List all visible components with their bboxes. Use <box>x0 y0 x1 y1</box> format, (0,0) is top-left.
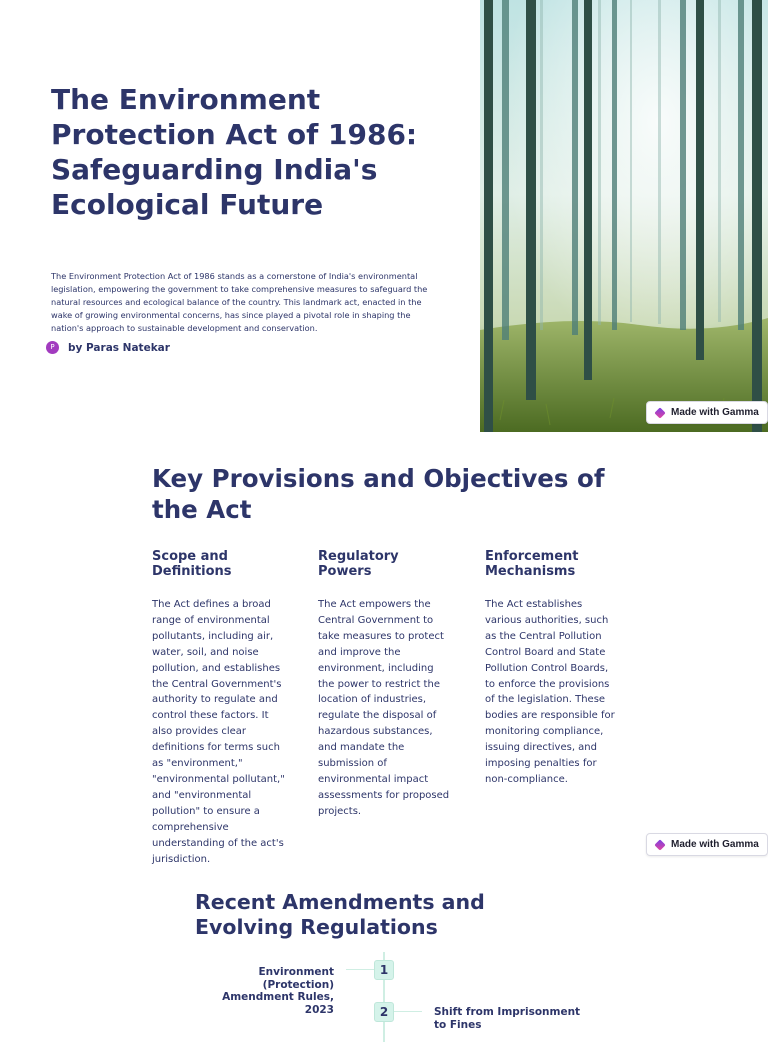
section-title: Recent Amendments and Evolving Regulations <box>195 890 485 939</box>
timeline-connector <box>394 1011 422 1012</box>
column-body: The Act defines a broad range of environmental pollutants, including air, water, soil, and noise pollution, and establishes the Central Government's authority to regulate and control these factors. It also provides clear definitions for terms such as "environment," "environmental pollutant," and "environmental pollution" to ensure a comprehensive understanding of the act's jurisdiction. <box>152 599 285 865</box>
column-body: The Act establishes various authorities, such as the Central Pollution Control Board and State Pollution Control Boards, to enforce the provisions of the legislation. These bodies are responsible for monitoring compliance, issuing directives, and imposing penalties for non-compliance. <box>485 599 615 785</box>
forest-image <box>480 0 768 432</box>
timeline-node: 2 <box>374 1002 394 1022</box>
timeline-connector <box>346 969 374 970</box>
author-byline <box>46 341 170 354</box>
made-with-gamma-badge[interactable] <box>646 401 768 424</box>
badge-label: Made with Gamma <box>671 839 759 850</box>
avatar[interactable]: P <box>46 341 59 354</box>
provision-column-regulatory <box>318 549 452 820</box>
author-name: by Paras Natekar <box>68 341 170 354</box>
intro-paragraph: The Environment Protection Act of 1986 stands as a cornerstone of India's environmental legislation, empowering the government to take comprehensive measures to safeguard the natural resources and ecological balance of the country. This landmark act, enacted in the wake of growing environmental concerns, has since played a pivotal role in shaping the nation's approach to sustainable development and conservation. <box>51 271 428 333</box>
made-with-gamma-badge[interactable] <box>646 833 768 856</box>
timeline-label: Shift from Imprisonment to Fines <box>434 1006 581 1031</box>
provision-column-scope <box>152 549 286 867</box>
section-title: Key Provisions and Objectives of the Act <box>152 464 605 524</box>
timeline-node: 1 <box>374 960 394 980</box>
gamma-logo-icon <box>654 407 665 418</box>
column-heading: Scope and Definitions <box>152 549 232 579</box>
badge-label: Made with Gamma <box>671 407 759 418</box>
column-body: The Act empowers the Central Government to take measures to protect and improve the environment, including the power to restrict the location of industries, regulate the disposal of hazardous substances, and mandate the submission of environmental impact assessments for proposed projects. <box>318 599 450 817</box>
provision-column-enforcement <box>485 549 619 788</box>
timeline-label: Environment (Protection) Amendment Rules, 2023 <box>222 966 334 1016</box>
title-card <box>0 0 768 432</box>
column-heading: Enforcement Mechanisms <box>485 549 579 579</box>
gamma-logo-icon <box>654 839 665 850</box>
page-title: The Environment Protection Act of 1986: Safeguarding India's Ecological Future <box>51 83 418 221</box>
column-heading: Regulatory Powers <box>318 549 399 579</box>
